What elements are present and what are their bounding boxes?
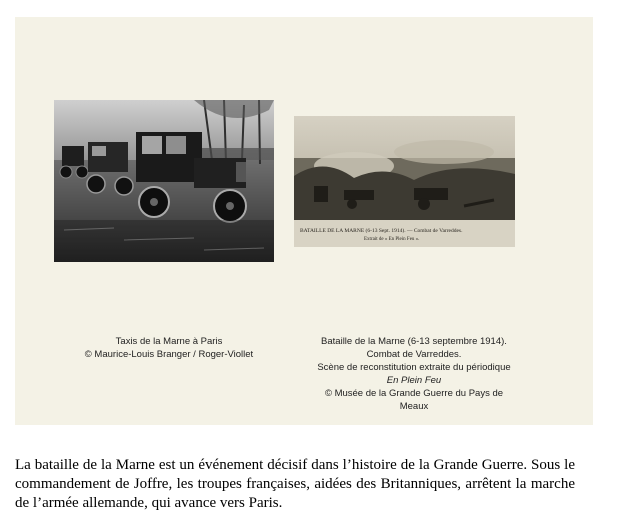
body-paragraph: La bataille de la Marne est un événement décisif dans l’histoire de la Grande Guerre. Sous le commandement de Joffre, les troupes françaises, aidées des Britanniques, arrêtent la marche de l’armée allemande, qui avance vers Paris. bbox=[15, 457, 575, 511]
battle-caption-periodical: En Plein Feu bbox=[386, 375, 442, 386]
taxis-photo bbox=[54, 100, 274, 262]
battle-caption-scene: Scène de reconstitution extraite du périodique bbox=[317, 362, 511, 373]
postcard-subtitle: Extrait de « En Plein Feu ». bbox=[364, 237, 420, 242]
postcard-title: BATAILLE DE LA MARNE (6-13 Sept. 1914). — Combat de Varreddes. bbox=[300, 228, 463, 234]
battle-caption-credit: © Musée de la Grande Guerre du Pays de bbox=[324, 388, 504, 399]
battle-postcard-image bbox=[294, 116, 515, 247]
battle-caption-credit-cont: Meaux bbox=[399, 401, 429, 412]
taxis-caption bbox=[69, 335, 269, 361]
figure-panel bbox=[15, 17, 593, 425]
battle-postcard bbox=[294, 116, 515, 247]
taxis-caption-title: Taxis de la Marne à Paris bbox=[115, 336, 223, 347]
taxis-caption-credit: © Maurice-Louis Branger / Roger-Viollet bbox=[84, 349, 254, 360]
taxis-photo-image bbox=[54, 100, 274, 262]
battle-caption bbox=[294, 335, 534, 413]
battle-caption-combat: Combat de Varreddes. bbox=[366, 349, 462, 360]
battle-caption-title: Bataille de la Marne (6-13 septembre 1914). bbox=[321, 336, 507, 347]
